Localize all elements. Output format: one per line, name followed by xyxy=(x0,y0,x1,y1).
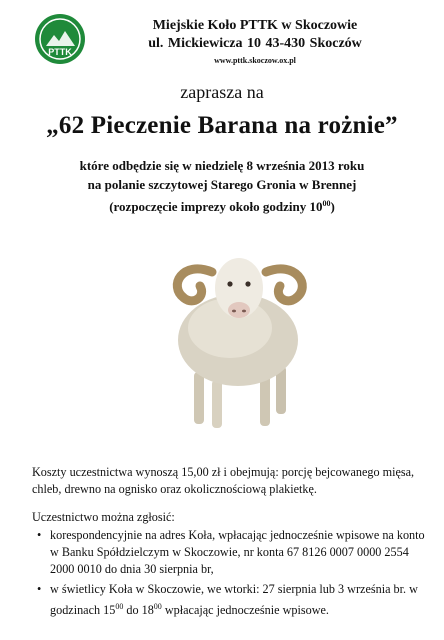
costs-paragraph: Koszty uczestnictwa wynoszą 15,00 zł i obejmują: porcję bejcowanego mięsa, chleb, drewno na ognisko oraz okolicznościową plakietkę. xyxy=(32,465,415,496)
event-title: „62 Pieczenie Barana na rożnie” xyxy=(46,112,398,139)
event-date-line: które odbędzie się w niedzielę 8 września 2013 roku xyxy=(79,158,365,173)
logo-text: PTTK xyxy=(48,47,72,57)
event-start-minutes: 00 xyxy=(322,199,331,208)
invites-text: zaprasza na xyxy=(180,82,264,102)
event-details xyxy=(0,156,444,216)
ram-illustration xyxy=(160,232,320,442)
signup-in-person-part3: wpłacając jednocześnie wpisowe. xyxy=(161,603,329,617)
signup-list xyxy=(32,527,427,622)
signup-intro: Uczestnictwo można zgłosić: xyxy=(32,510,175,524)
bullet: • xyxy=(37,528,42,542)
event-start-line xyxy=(0,194,444,216)
signup-in-person-part2: do 18 xyxy=(123,603,154,617)
list-item xyxy=(32,527,427,578)
pttk-logo xyxy=(34,13,86,65)
signup-by-mail-text: korespondencyjnie na adres Koła, wpłacając jednocześnie wpisowe na konto w Banku Spółdzielczym w Skoczowie, nr konta 67 8126 0007 0000 2554 2000 0010 do dnia 30 sierpnia br, xyxy=(50,528,425,576)
org-address: ul. Mickiewicza 10 43-430 Skoczów xyxy=(148,36,362,51)
signup-in-person-text xyxy=(50,582,418,617)
event-place-line: na polanie szczytowej Starego Gronia w Brennej xyxy=(87,177,357,192)
bullet: • xyxy=(37,582,42,596)
signup-in-person-part1: w świetlicy Koła w Skoczowie, we wtorki: 27 sierpnia lub 3 września br. w godzinach 15 xyxy=(50,582,418,617)
org-name: Miejskie Koło PTTK w Skoczowie xyxy=(152,18,358,33)
list-item xyxy=(32,581,427,619)
hour-start-minutes: 00 xyxy=(115,602,124,611)
event-start-text: (rozpoczęcie imprezy około godziny 10 xyxy=(109,199,323,214)
org-website: www.pttk.skoczow.ox.pl xyxy=(214,56,296,65)
hour-end-minutes: 00 xyxy=(153,602,162,611)
event-start-close: ) xyxy=(330,199,335,214)
